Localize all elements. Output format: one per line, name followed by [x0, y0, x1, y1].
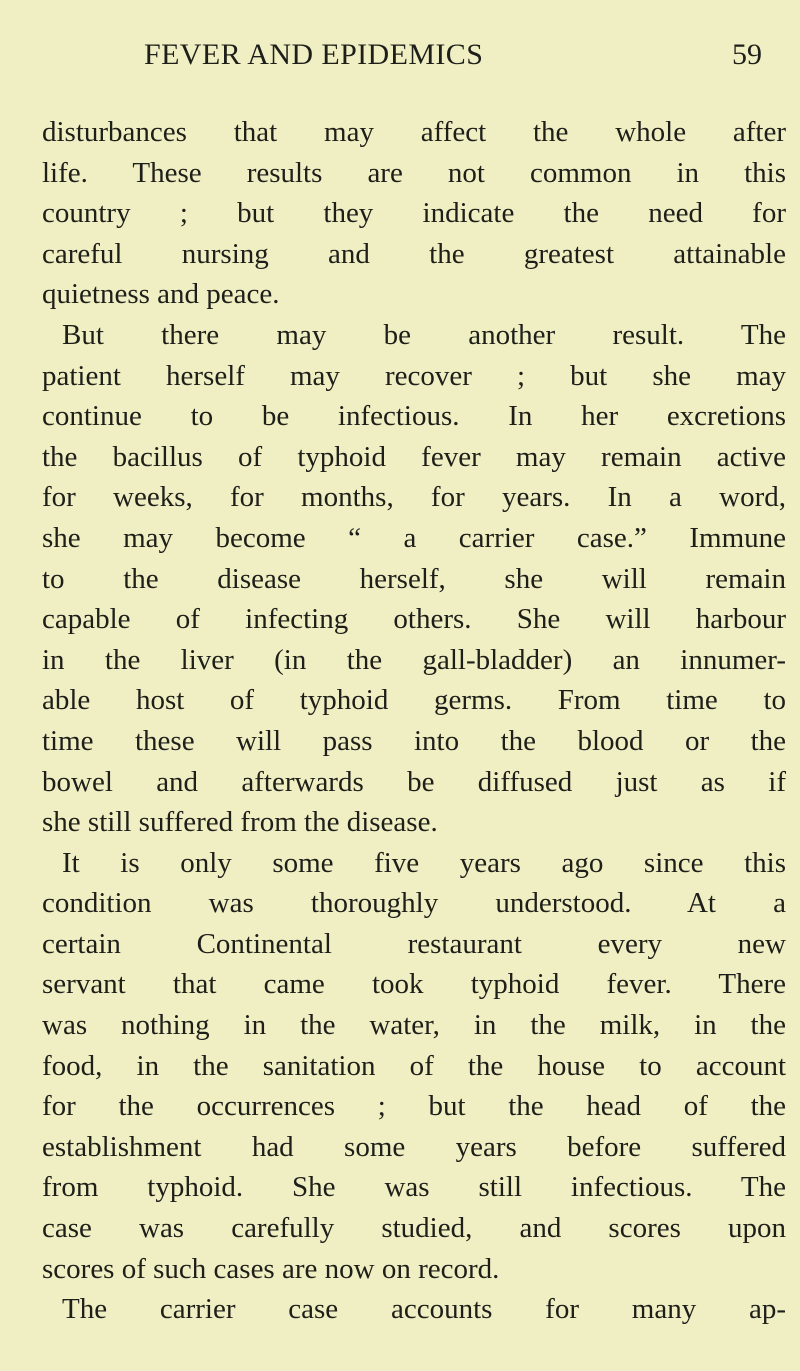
text-line: condition was thoroughly understood. At a	[42, 887, 786, 920]
text-line: life. These results are not common in this	[42, 156, 786, 189]
text-line: to the disease herself, she will remain	[42, 562, 786, 595]
text-line: continue to be infectious. In her excretions	[42, 400, 786, 433]
text-line: she still suffered from the disease.	[42, 806, 438, 839]
text-line: country ; but they indicate the need for	[42, 197, 786, 230]
text-line: food, in the sanitation of the house to account	[42, 1049, 786, 1082]
text-line: time these will pass into the blood or the	[42, 724, 786, 757]
text-line: in the liver (in the gall-bladder) an innumer-	[42, 643, 786, 676]
running-head	[0, 38, 800, 82]
text-line: establishment had some years before suffered	[42, 1130, 786, 1163]
text-line: It is only some five years ago since this	[62, 846, 786, 879]
text-line: disturbances that may affect the whole after	[42, 116, 786, 148]
text-line: able host of typhoid germs. From time to	[42, 684, 786, 717]
text-line: from typhoid. She was still infectious. The	[42, 1171, 786, 1204]
text-line: for the occurrences ; but the head of the	[42, 1090, 786, 1123]
text-line: scores of such cases are now on record.	[42, 1252, 500, 1285]
text-line: The carrier case accounts for many ap-	[62, 1293, 786, 1326]
text-line: capable of infecting others. She will harbour	[42, 603, 786, 636]
text-line: certain Continental restaurant every new	[42, 927, 786, 960]
text-line: was nothing in the water, in the milk, in the	[42, 1009, 786, 1042]
text-line: she may become “ a carrier case.” Immune	[42, 521, 786, 554]
text-line: case was carefully studied, and scores upon	[42, 1212, 786, 1245]
text-line: bowel and afterwards be diffused just as if	[42, 765, 786, 798]
text-line: But there may be another result. The	[62, 318, 786, 351]
text-line: servant that came took typhoid fever. There	[42, 968, 786, 1001]
running-head-title: FEVER AND EPIDEMICS	[144, 38, 484, 71]
body-text	[42, 112, 786, 1330]
text-line: careful nursing and the greatest attainable	[42, 237, 786, 270]
text-line: quietness and peace.	[42, 278, 280, 311]
page-number: 59	[732, 38, 762, 71]
text-line: the bacillus of typhoid fever may remain active	[42, 440, 786, 473]
text-line: patient herself may recover ; but she may	[42, 359, 786, 392]
text-line: for weeks, for months, for years. In a word,	[42, 481, 786, 514]
